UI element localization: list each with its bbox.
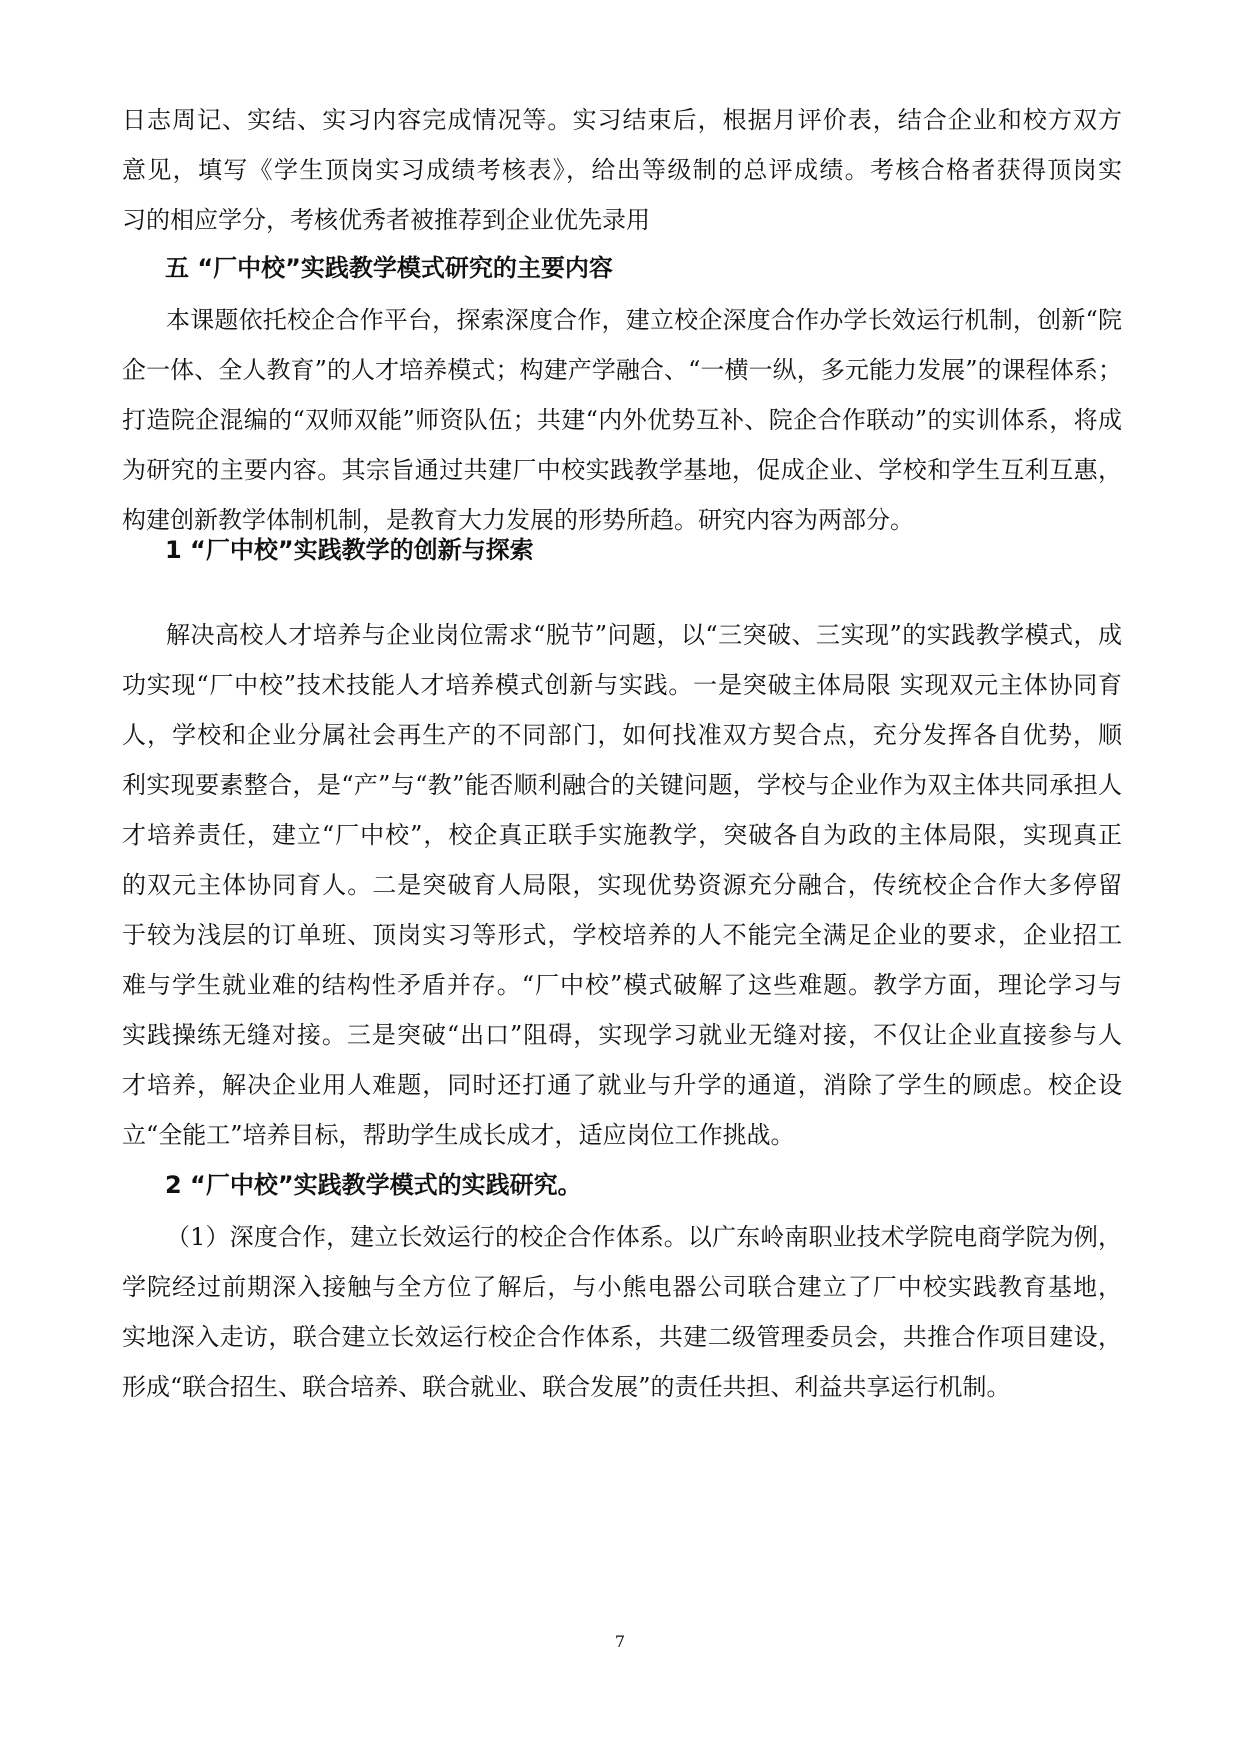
paragraph-line: （1）深度合作，建立长效运行的校企合作体系。以广东岭南职业技术学院电商学院为例，	[166, 1223, 1122, 1251]
paragraph-line: 于较为浅层的订单班、顶岗实习等形式，学校培养的人不能完全满足企业的要求，企业招工	[122, 921, 1122, 949]
paragraph-line: 功实现“厂中校”技术技能人才培养模式创新与实践。一是突破主体局限 实现双元主体协同育	[122, 671, 1122, 699]
paragraph-line: 形成“联合招生、联合培养、联合就业、联合发展”的责任共担、利益共享运行机制。	[122, 1373, 1011, 1401]
paragraph-line: 难与学生就业难的结构性矛盾并存。“厂中校”模式破解了这些难题。教学方面，理论学习与	[122, 971, 1122, 999]
intro-line: 意见，填写《学生顶岗实习成绩考核表》，给出等级制的总评成绩。考核合格者获得顶岗实	[122, 156, 1122, 184]
paragraph-line: 解决高校人才培养与企业岗位需求“脱节”问题，以“三突破、三实现”的实践教学模式，成	[166, 621, 1122, 649]
page-number: 7	[614, 1632, 626, 1651]
paragraph-line: 才培养，解决企业用人难题，同时还打通了就业与升学的通道，消除了学生的顾虑。校企设	[122, 1071, 1122, 1099]
paragraph-line: 构建创新教学体制机制，是教育大力发展的形势所趋。研究内容为两部分。	[122, 506, 914, 534]
paragraph-line: 利实现要素整合，是“产”与“教”能否顺利融合的关键问题，学校与企业作为双主体共同承担人	[122, 771, 1122, 799]
paragraph-line: 的双元主体协同育人。二是突破育人局限，实现优势资源充分融合，传统校企合作大多停留	[122, 871, 1122, 899]
section-heading: 五 “厂中校”实践教学模式研究的主要内容	[165, 254, 613, 282]
subsection-heading: 1 “厂中校”实践教学的创新与探索	[165, 536, 534, 564]
subsection-heading: 2 “厂中校”实践教学模式的实践研究。	[165, 1171, 582, 1199]
paragraph-line: 才培养责任，建立“厂中校”，校企真正联手实施教学，突破各自为政的主体局限，实现真正	[122, 821, 1122, 849]
paragraph-line: 打造院企混编的“双师双能”师资队伍；共建“内外优势互补、院企合作联动”的实训体系，将成	[122, 406, 1122, 434]
paragraph-line: 企一体、全人教育”的人才培养模式；构建产学融合、“一横一纵，多元能力发展”的课程体系；	[122, 356, 1122, 384]
paragraph-line: 人，学校和企业分属社会再生产的不同部门，如何找准双方契合点，充分发挥各自优势，顺	[122, 721, 1122, 749]
paragraph-line: 实地深入走访，联合建立长效运行校企合作体系，共建二级管理委员会，共推合作项目建设，	[122, 1323, 1122, 1351]
intro-line: 习的相应学分，考核优秀者被推荐到企业优先录用	[122, 206, 650, 234]
paragraph-line: 实践操练无缝对接。三是突破“出口”阻碍，实现学习就业无缝对接，不仅让企业直接参与人	[122, 1021, 1122, 1049]
paragraph-line: 本课题依托校企合作平台，探索深度合作，建立校企深度合作办学长效运行机制，创新“院	[166, 306, 1122, 334]
intro-line: 日志周记、实结、实习内容完成情况等。实习结束后，根据月评价表，结合企业和校方双方	[122, 106, 1122, 134]
paragraph-line: 学院经过前期深入接触与全方位了解后，与小熊电器公司联合建立了厂中校实践教育基地，	[122, 1273, 1122, 1301]
paragraph-line: 立“全能工”培养目标，帮助学生成长成才，适应岗位工作挑战。	[122, 1121, 795, 1149]
paragraph-line: 为研究的主要内容。其宗旨通过共建厂中校实践教学基地，促成企业、学校和学生互利互惠，	[122, 456, 1122, 484]
